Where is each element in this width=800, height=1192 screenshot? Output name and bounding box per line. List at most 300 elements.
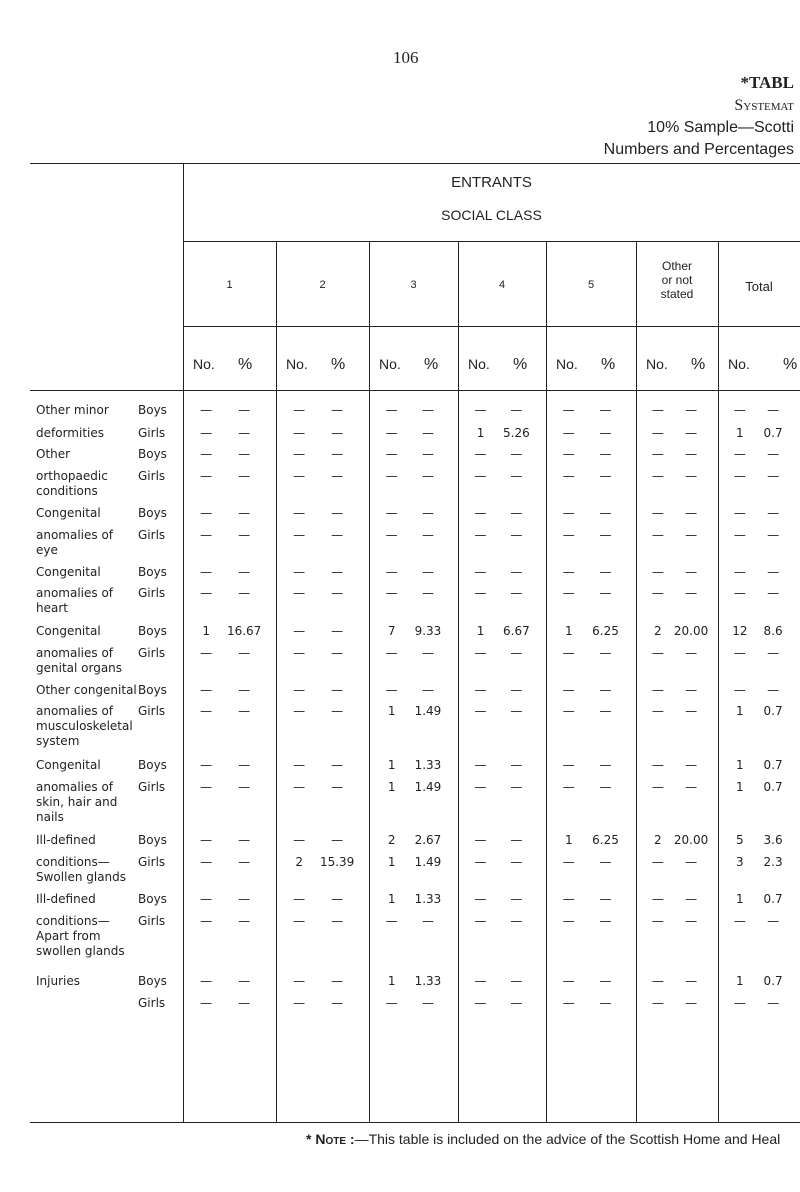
row-sex: Boys xyxy=(138,833,167,847)
cell-percent: — xyxy=(599,758,612,772)
cell-percent: — xyxy=(685,426,698,440)
cell-percent: — xyxy=(685,506,698,520)
cell-number: — xyxy=(651,506,664,520)
cell-number: — xyxy=(200,646,213,660)
cell-percent: — xyxy=(599,646,612,660)
cell-number: — xyxy=(200,506,213,520)
cell-number: — xyxy=(733,586,746,600)
cell-percent: — xyxy=(599,914,612,928)
cell-percent: — xyxy=(767,565,780,579)
cell-number: — xyxy=(200,683,213,697)
cell-percent: 6.67 xyxy=(503,624,530,638)
cell-percent: — xyxy=(599,528,612,542)
cell-number: — xyxy=(293,780,306,794)
cell-percent: — xyxy=(510,704,523,718)
cell-percent: 20.00 xyxy=(673,624,709,638)
row-label: Ill-defined xyxy=(36,833,96,847)
cell-number: — xyxy=(562,758,575,772)
cell-percent: — xyxy=(238,892,251,906)
cell-percent: — xyxy=(238,646,251,660)
cell-percent: — xyxy=(238,528,251,542)
cell-number: — xyxy=(474,586,487,600)
row-sex: Boys xyxy=(138,506,167,520)
row-label: Congenital xyxy=(36,758,101,772)
cell-number: — xyxy=(293,914,306,928)
cell-percent: — xyxy=(599,469,612,483)
cell-number: 3 xyxy=(736,855,744,869)
page-number: 106 xyxy=(393,48,419,67)
row-sex: Boys xyxy=(138,683,167,697)
cell-number: 1 xyxy=(736,704,744,718)
row-label: conditions— Apart from swollen glands xyxy=(36,914,125,958)
column-rule xyxy=(276,241,277,1122)
cell-number: 12 xyxy=(732,624,748,638)
cell-number: — xyxy=(474,892,487,906)
cell-percent: 16.67 xyxy=(226,624,262,638)
cell-percent: — xyxy=(510,855,523,869)
cell-percent: — xyxy=(599,447,612,461)
footnote-text: —This table is included on the advice of the Scottish Home and Heal xyxy=(354,1131,781,1147)
class-header: Other or not stated xyxy=(660,259,694,301)
cell-percent: — xyxy=(510,780,523,794)
cell-percent: 0.7 xyxy=(763,892,783,906)
column-rule xyxy=(458,241,459,1122)
cell-number: 2 xyxy=(387,833,396,847)
class-header: 2 xyxy=(319,279,326,291)
cell-number: — xyxy=(733,565,746,579)
cell-number: 1 xyxy=(387,855,396,869)
cell-percent: — xyxy=(238,704,251,718)
cell-percent: — xyxy=(767,996,780,1010)
cell-number: 5 xyxy=(736,833,744,847)
cell-number: — xyxy=(293,469,306,483)
footnote-marker: * Note : xyxy=(306,1131,355,1147)
column-rule xyxy=(718,241,719,1122)
row-label: Other minor xyxy=(36,403,109,417)
row-sex: Girls xyxy=(138,646,166,660)
cell-percent: — xyxy=(599,426,612,440)
cell-number: — xyxy=(651,528,664,542)
cell-number: — xyxy=(293,624,306,638)
cell-percent: — xyxy=(685,892,698,906)
cell-number: — xyxy=(385,914,398,928)
percent-header: % xyxy=(513,356,528,373)
cell-percent: — xyxy=(685,704,698,718)
cell-number: 1 xyxy=(736,780,744,794)
cell-percent: — xyxy=(767,469,780,483)
cell-percent: — xyxy=(599,565,612,579)
cell-percent: 1.49 xyxy=(414,704,442,718)
cell-number: — xyxy=(651,426,664,440)
cell-number: — xyxy=(651,974,664,988)
row-label: Injuries xyxy=(36,974,80,988)
cell-percent: — xyxy=(685,646,698,660)
cell-number: — xyxy=(385,646,398,660)
cell-percent: — xyxy=(331,565,344,579)
cell-percent: — xyxy=(421,565,434,579)
cell-number: — xyxy=(562,565,575,579)
cell-percent: 0.7 xyxy=(763,974,783,988)
cell-percent: — xyxy=(238,833,251,847)
cell-percent: — xyxy=(238,914,251,928)
cell-number: — xyxy=(293,704,306,718)
cell-percent: — xyxy=(510,586,523,600)
cell-number: — xyxy=(385,506,398,520)
cell-number: 1 xyxy=(387,780,396,794)
cell-percent: 3.6 xyxy=(763,833,783,847)
cell-number: — xyxy=(651,914,664,928)
cell-percent: — xyxy=(331,426,344,440)
cell-percent: — xyxy=(685,758,698,772)
cell-percent: — xyxy=(331,892,344,906)
cell-number: — xyxy=(651,447,664,461)
social-class-header: SOCIAL CLASS xyxy=(441,207,542,223)
cell-percent: — xyxy=(331,914,344,928)
cell-percent: — xyxy=(767,683,780,697)
percent-header: % xyxy=(238,356,253,373)
no-header: No. xyxy=(646,356,668,372)
cell-number: — xyxy=(562,892,575,906)
cell-percent: — xyxy=(238,780,251,794)
cell-number: — xyxy=(293,586,306,600)
cell-number: — xyxy=(200,996,213,1010)
cell-percent: — xyxy=(767,506,780,520)
cell-number: — xyxy=(562,780,575,794)
cell-number: — xyxy=(200,833,213,847)
row-sex: Girls xyxy=(138,469,166,483)
cell-number: — xyxy=(562,447,575,461)
cell-number: — xyxy=(200,586,213,600)
cell-number: — xyxy=(293,447,306,461)
row-label: anomalies of eye xyxy=(36,528,114,557)
row-sex: Girls xyxy=(138,528,166,542)
cell-number: 1 xyxy=(387,892,396,906)
header-bottom-rule xyxy=(30,390,800,391)
cell-number: 2 xyxy=(654,833,662,847)
cell-number: — xyxy=(474,565,487,579)
cell-number: — xyxy=(562,646,575,660)
cell-number: — xyxy=(474,914,487,928)
cell-percent: — xyxy=(331,469,344,483)
row-sex: Boys xyxy=(138,758,167,772)
cell-percent: 9.33 xyxy=(414,624,442,638)
cell-number: — xyxy=(562,683,575,697)
cell-number: 1 xyxy=(387,704,396,718)
cell-number: — xyxy=(385,565,398,579)
cell-number: — xyxy=(474,758,487,772)
cell-number: — xyxy=(474,506,487,520)
cell-percent: — xyxy=(238,447,251,461)
cell-number: — xyxy=(293,403,306,417)
cell-number: — xyxy=(385,403,398,417)
cell-percent: — xyxy=(421,646,434,660)
cell-number: — xyxy=(474,855,487,869)
cell-percent: — xyxy=(331,506,344,520)
cell-percent: — xyxy=(510,914,523,928)
cell-number: — xyxy=(474,780,487,794)
cell-percent: — xyxy=(510,996,523,1010)
row-label: deformities xyxy=(36,426,104,440)
cell-number: — xyxy=(562,855,575,869)
class-header: 3 xyxy=(410,279,417,291)
cell-percent: — xyxy=(510,469,523,483)
table-subtitle: Systemat xyxy=(734,97,794,114)
cell-percent: 1.49 xyxy=(414,855,442,869)
cell-number: — xyxy=(474,447,487,461)
cell-percent: — xyxy=(599,974,612,988)
cell-percent: — xyxy=(510,974,523,988)
cell-number: — xyxy=(562,506,575,520)
cell-percent: — xyxy=(510,833,523,847)
cell-number: — xyxy=(474,646,487,660)
cell-number: — xyxy=(474,833,487,847)
cell-percent: — xyxy=(510,565,523,579)
cell-number: — xyxy=(733,403,746,417)
cell-number: — xyxy=(733,469,746,483)
cell-number: — xyxy=(733,996,746,1010)
cell-percent: — xyxy=(510,447,523,461)
cell-number: — xyxy=(200,780,213,794)
cell-percent: — xyxy=(238,506,251,520)
cell-number: — xyxy=(562,469,575,483)
cell-number: — xyxy=(293,683,306,697)
cell-percent: 15.39 xyxy=(319,855,355,869)
cell-percent: — xyxy=(599,683,612,697)
cell-number: — xyxy=(474,683,487,697)
entrants-header: ENTRANTS xyxy=(451,174,532,191)
cell-number: — xyxy=(293,974,306,988)
cell-percent: — xyxy=(599,780,612,794)
percent-header: % xyxy=(331,356,346,373)
cell-number: — xyxy=(200,892,213,906)
no-header: No. xyxy=(286,356,308,372)
cell-percent: 2.3 xyxy=(763,855,783,869)
cell-percent: 0.7 xyxy=(763,426,783,440)
cell-number: 2 xyxy=(654,624,662,638)
cell-number: — xyxy=(562,403,575,417)
row-sex: Boys xyxy=(138,974,167,988)
cell-number: — xyxy=(651,469,664,483)
cell-percent: — xyxy=(767,447,780,461)
cell-number: — xyxy=(474,704,487,718)
cell-number: — xyxy=(293,565,306,579)
cell-number: — xyxy=(651,565,664,579)
cell-number: — xyxy=(293,758,306,772)
cell-percent: — xyxy=(685,914,698,928)
cell-number: — xyxy=(385,996,398,1010)
cell-number: — xyxy=(200,974,213,988)
cell-percent: — xyxy=(599,996,612,1010)
cell-number: 2 xyxy=(295,855,303,869)
row-label: Other congenital xyxy=(36,683,137,697)
cell-percent: — xyxy=(599,855,612,869)
cell-percent: — xyxy=(767,914,780,928)
cell-number: — xyxy=(651,892,664,906)
cell-percent: — xyxy=(510,403,523,417)
cell-percent: — xyxy=(767,586,780,600)
cell-number: — xyxy=(293,646,306,660)
cell-number: 7 xyxy=(387,624,396,638)
cell-number: 1 xyxy=(564,624,573,638)
cell-percent: 0.7 xyxy=(763,704,783,718)
cell-percent: — xyxy=(238,974,251,988)
percent-header: % xyxy=(601,356,616,373)
cell-number: 1 xyxy=(387,974,396,988)
row-label: Congenital xyxy=(36,565,101,579)
cell-number: 1 xyxy=(736,974,744,988)
column-rule xyxy=(546,241,547,1122)
cell-percent: — xyxy=(685,528,698,542)
cell-number: — xyxy=(200,528,213,542)
row-sex: Girls xyxy=(138,426,166,440)
cell-number: — xyxy=(474,996,487,1010)
cell-percent: — xyxy=(510,528,523,542)
cell-percent: — xyxy=(421,426,434,440)
row-sex: Boys xyxy=(138,624,167,638)
row-label: Congenital xyxy=(36,506,101,520)
cell-number: — xyxy=(474,528,487,542)
cell-percent: — xyxy=(331,833,344,847)
cell-number: — xyxy=(562,586,575,600)
cell-number: 1 xyxy=(736,892,744,906)
cell-number: — xyxy=(651,586,664,600)
table-title: *TABL xyxy=(740,73,794,92)
cell-number: — xyxy=(200,565,213,579)
row-label: orthopaedic conditions xyxy=(36,469,108,498)
table-top-rule xyxy=(30,163,800,164)
no-header: No. xyxy=(556,356,578,372)
cell-percent: — xyxy=(238,426,251,440)
row-label: anomalies of skin, hair and nails xyxy=(36,780,118,824)
cell-number: — xyxy=(651,403,664,417)
cell-percent: — xyxy=(238,565,251,579)
cell-percent: — xyxy=(331,683,344,697)
cell-percent: 1.33 xyxy=(414,974,442,988)
cell-percent: — xyxy=(331,780,344,794)
cell-number: — xyxy=(651,855,664,869)
cell-percent: — xyxy=(599,506,612,520)
class-header: 5 xyxy=(587,279,595,291)
cell-percent: 1.49 xyxy=(414,780,442,794)
no-header: No. xyxy=(468,356,490,372)
cell-percent: — xyxy=(421,506,434,520)
row-sex: Girls xyxy=(138,996,166,1010)
cell-percent: — xyxy=(599,704,612,718)
row-label: Congenital xyxy=(36,624,101,638)
cell-number: — xyxy=(474,403,487,417)
cell-number: — xyxy=(562,528,575,542)
cell-number: — xyxy=(651,704,664,718)
cell-percent: — xyxy=(331,447,344,461)
cell-percent: — xyxy=(767,646,780,660)
cell-number: — xyxy=(200,447,213,461)
class-header: 1 xyxy=(226,279,233,291)
cell-percent: 5.26 xyxy=(503,426,530,440)
cell-percent: 1.33 xyxy=(414,758,442,772)
cell-percent: — xyxy=(599,586,612,600)
cell-percent: 6.25 xyxy=(592,624,619,638)
row-label: anomalies of genital organs xyxy=(36,646,123,675)
cell-number: — xyxy=(385,447,398,461)
cell-percent: — xyxy=(510,758,523,772)
cell-percent: 8.6 xyxy=(763,624,783,638)
cell-percent: — xyxy=(331,528,344,542)
cell-number: — xyxy=(385,426,398,440)
cell-number: — xyxy=(293,506,306,520)
cell-number: 1 xyxy=(476,426,485,440)
cell-percent: — xyxy=(238,855,251,869)
cell-number: 1 xyxy=(202,624,210,638)
no-header: No. xyxy=(379,356,401,372)
cell-number: — xyxy=(200,704,213,718)
row-sex: Boys xyxy=(138,565,167,579)
cell-number: — xyxy=(562,704,575,718)
cell-percent: — xyxy=(421,683,434,697)
row-label: anomalies of musculoskeletal system xyxy=(36,704,133,748)
cell-percent: — xyxy=(685,565,698,579)
cell-number: — xyxy=(474,974,487,988)
cell-percent: 6.25 xyxy=(592,833,619,847)
cell-percent: — xyxy=(331,403,344,417)
cell-percent: — xyxy=(331,974,344,988)
cell-number: — xyxy=(293,892,306,906)
table-sample-line: 10% Sample—Scotti xyxy=(647,119,794,136)
cell-percent: — xyxy=(510,892,523,906)
cell-number: — xyxy=(293,996,306,1010)
cell-number: — xyxy=(200,403,213,417)
row-sex: Girls xyxy=(138,586,166,600)
cell-percent: — xyxy=(510,683,523,697)
cell-number: — xyxy=(733,683,746,697)
cell-percent: — xyxy=(685,996,698,1010)
column-rule xyxy=(636,241,637,1122)
cell-percent: — xyxy=(238,758,251,772)
cell-number: — xyxy=(200,914,213,928)
row-sex: Boys xyxy=(138,403,167,417)
cell-percent: — xyxy=(421,447,434,461)
cell-number: — xyxy=(200,426,213,440)
cell-number: — xyxy=(733,914,746,928)
cell-percent: — xyxy=(331,996,344,1010)
cell-number: — xyxy=(733,646,746,660)
cell-percent: — xyxy=(685,403,698,417)
cell-number: — xyxy=(385,469,398,483)
cell-percent: 0.7 xyxy=(763,780,783,794)
cell-number: — xyxy=(562,996,575,1010)
percent-header: % xyxy=(424,356,439,373)
class-header: 4 xyxy=(498,279,506,291)
row-sex: Girls xyxy=(138,780,166,794)
cell-percent: — xyxy=(421,586,434,600)
cell-percent: — xyxy=(421,469,434,483)
row-sex: Boys xyxy=(138,892,167,906)
cell-number: 1 xyxy=(387,758,396,772)
cell-number: — xyxy=(651,758,664,772)
row-label: Other xyxy=(36,447,71,461)
class-header: Total xyxy=(745,279,773,294)
cell-number: — xyxy=(293,528,306,542)
cell-percent: — xyxy=(510,646,523,660)
stub-column-rule xyxy=(183,163,184,1122)
cell-number: — xyxy=(562,914,575,928)
cell-percent: — xyxy=(331,624,344,638)
cell-percent: — xyxy=(767,403,780,417)
cell-number: — xyxy=(562,426,575,440)
cell-percent: 2.67 xyxy=(414,833,442,847)
cell-number: — xyxy=(200,855,213,869)
cell-number: — xyxy=(733,447,746,461)
cell-number: 1 xyxy=(736,426,744,440)
